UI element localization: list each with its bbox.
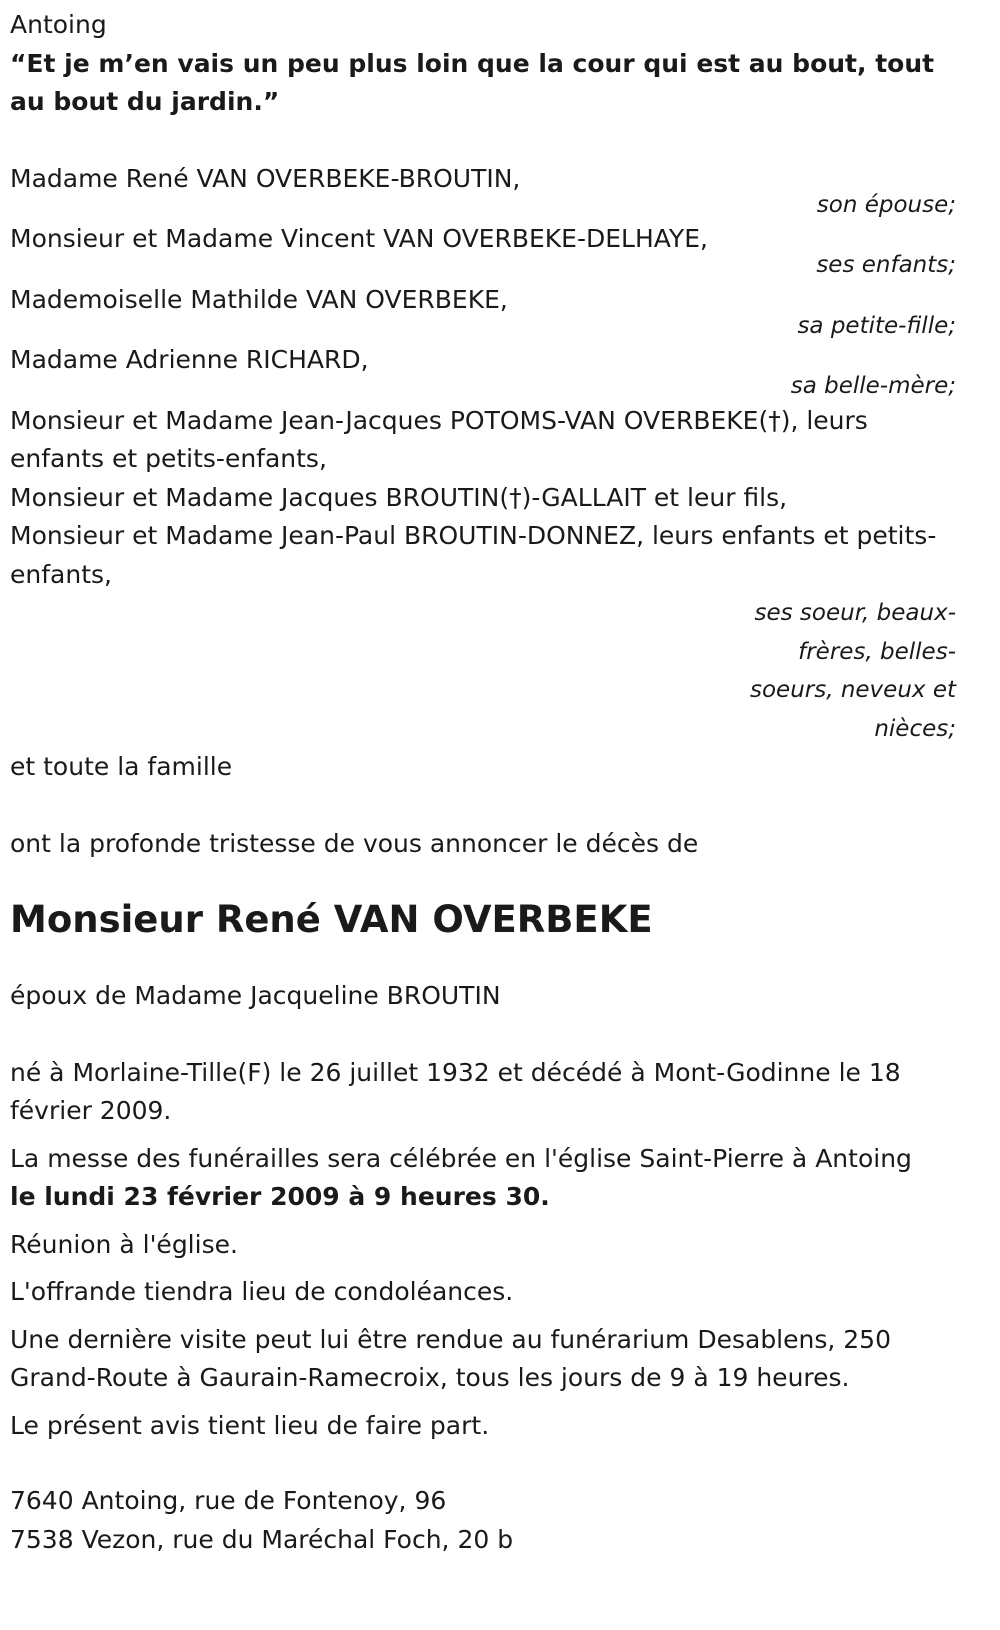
siblings-role: ses soeur, beaux-frères, belles-soeurs, neveux et nièces; [749,600,956,742]
sibling-line: Monsieur et Madame Jean-Jacques POTOMS-VAN OVERBEKE(†), leurs enfants et petits-enfants, [10,405,868,473]
notice-info: Le présent avis tient lieu de faire part. [10,1410,490,1440]
obituary-notice [10,6,956,1559]
offering-info: L'offrande tiendra lieu de condoléances. [10,1277,514,1306]
funeral-intro: La messe des funérailles sera célébrée en l'église Saint-Pierre à Antoing [10,1143,912,1173]
funeral-info [10,1140,956,1217]
funeral-date: le lundi 23 février 2009 à 9 heures 30. [10,1182,550,1211]
spacer [10,863,956,895]
visit-info: Une dernière visite peut lui être rendue au funérarium Desablens, 250 Grand-Route à Gaurain-Ramecroix, tous les jours de 9 à 19 heures. [10,1324,891,1392]
family-member-role: sa belle-mère; [790,373,956,399]
meeting-info: Réunion à l'église. [10,1229,238,1259]
spacer [10,122,956,160]
epigraph-quote: “Et je m’en vais un peu plus loin que la cour qui est au bout, tout au bout du jardin.” [10,48,935,116]
family-member-name: Monsieur et Madame Vincent VAN OVERBEKE-DELHAYE, [10,224,708,253]
family-entry [10,281,956,342]
sibling-line: Monsieur et Madame Jacques BROUTIN(†)-GALLAIT et leur fils, [10,482,788,512]
announcement: ont la profonde tristesse de vous annoncer le décès de [10,828,699,858]
sibling-line: Monsieur et Madame Jean-Paul BROUTIN-DONNEZ, leurs enfants et petits-enfants, [10,521,937,589]
spacer [10,945,956,977]
deceased-name: Monsieur René VAN OVERBEKE [10,898,653,941]
address-line: 7538 Vezon, rue du Maréchal Foch, 20 b [10,1524,514,1554]
spacer [10,1454,956,1482]
family-member-name: Mademoiselle Mathilde VAN OVERBEKE, [10,284,508,314]
spacer [10,787,956,825]
birth-death: né à Morlaine-Tille(F) le 26 juillet 1932 et décédé à Mont-Godinne le 18 février 2009. [10,1057,901,1125]
family-member-role: sa petite-fille; [797,312,956,339]
family-entry [10,160,956,221]
spacer [10,1016,956,1054]
spouse-line: époux de Madame Jacqueline BROUTIN [10,981,501,1010]
town-name: Antoing [10,10,107,39]
family-entry [10,220,956,281]
family-member-name: Madame Adrienne RICHARD, [10,345,369,374]
family-entry [10,341,956,402]
address-line: 7640 Antoing, rue de Fontenoy, 96 [10,1486,447,1515]
family-member-role: son épouse; [816,191,956,218]
family-member-name: Madame René VAN OVERBEKE-BROUTIN, [10,163,521,193]
family-all: et toute la famille [10,752,233,781]
family-member-role: ses enfants; [816,252,956,278]
